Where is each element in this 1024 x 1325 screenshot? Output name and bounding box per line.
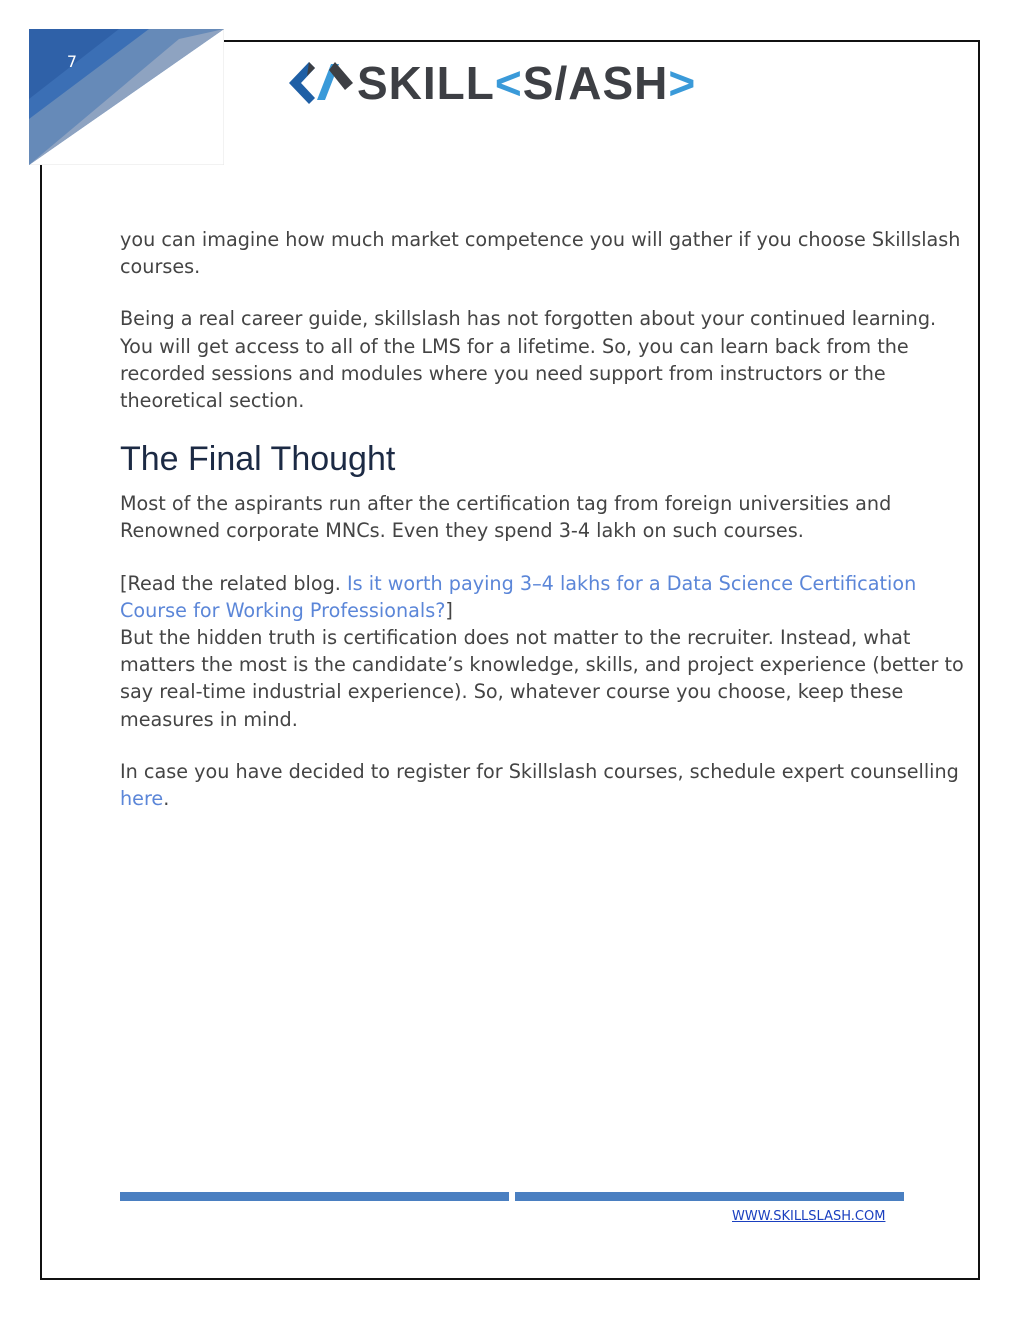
code-brackets-slash-icon xyxy=(287,56,357,110)
paragraph-counselling: In case you have decided to register for Skillslash courses, schedule expert counselling here. xyxy=(120,759,959,811)
corner-decoration xyxy=(29,29,224,165)
paragraph-aspirants: Most of the aspirants run after the certification tag from foreign universities and Renowned corporate MNCs. Even they spend 3-4 lakh on such courses. xyxy=(120,492,892,543)
article-body xyxy=(120,226,968,837)
paragraph-lms: Being a real career guide, skillslash has not forgotten about your continued learning. You will get access to all of the LMS for a lifetime. So, you can learn back from the recorded sessions and modules where you need support from instructors or the theoretical section. xyxy=(120,307,937,413)
paragraph-intro: you can imagine how much market competence you will gather if you choose Skillslash courses. xyxy=(120,228,961,279)
paragraph-hidden-truth: But the hidden truth is certification does not matter to the recruiter. Instead, what matters the most is the candidate’s knowledge, skills, and project experience (better to say real-time industrial experience). So, whatever course you choose, keep these measures in mind. xyxy=(120,626,964,731)
related-blog-link[interactable]: Is it worth paying 3–4 lakhs for a Data Science Certification Course for Working Professionals? xyxy=(120,571,917,622)
skillslash-logo xyxy=(287,56,696,110)
section-heading: The Final Thought xyxy=(120,440,396,479)
page-number: 7 xyxy=(66,52,78,71)
logo-wordmark: SKILL<S/ASH> xyxy=(357,57,697,109)
website-link[interactable]: WWW.SKILLSLASH.COM xyxy=(732,1209,886,1224)
footer-divider xyxy=(120,1192,904,1201)
counselling-here-link[interactable]: here xyxy=(120,787,164,811)
paragraph-related-blog: [Read the related blog. Is it worth paying 3–4 lakhs for a Data Science Certification Course for Working Professionals?] xyxy=(120,571,917,622)
